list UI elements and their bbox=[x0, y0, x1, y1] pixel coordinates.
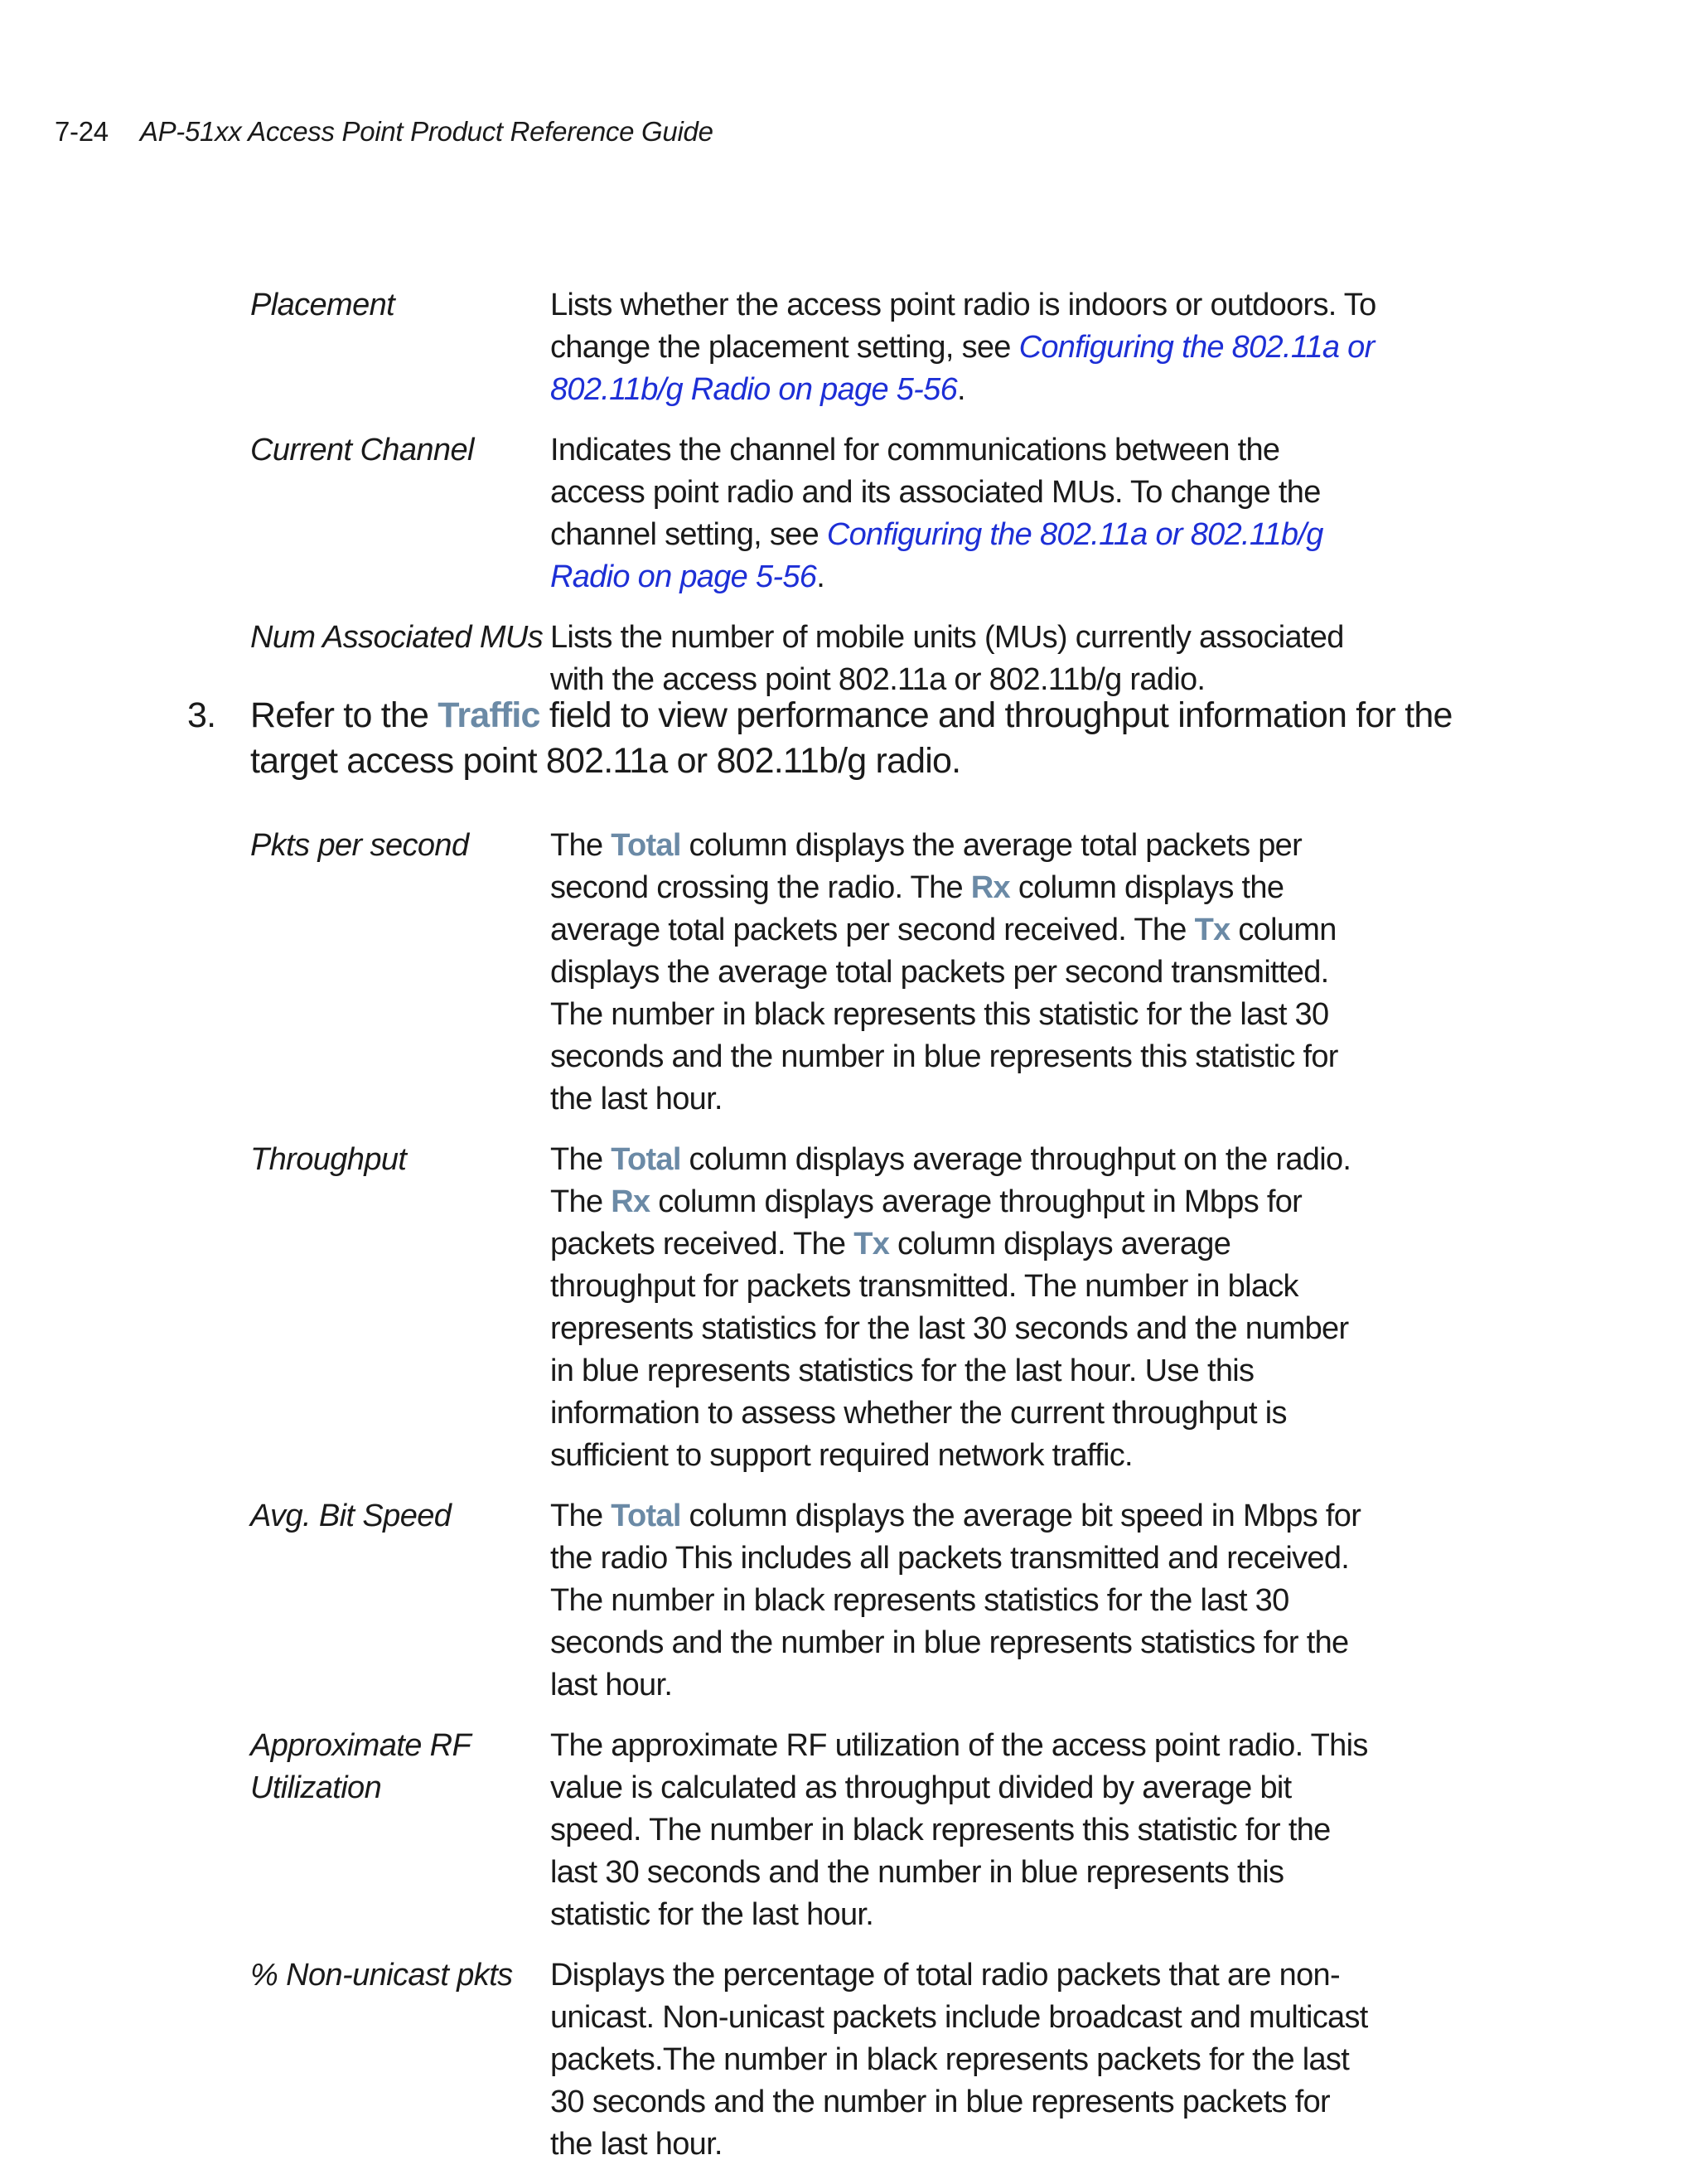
field-term: Pkts per second bbox=[250, 828, 469, 863]
field-description bbox=[550, 1139, 1379, 1477]
desc-text: column displays the average total packets per second transmitted. The number in black represents this statistic for the last 30 seconds and the number in blue represents this statistic for the last hour. bbox=[550, 913, 1338, 1116]
page-header bbox=[55, 116, 713, 148]
rx-keyword: Rx bbox=[970, 870, 1010, 905]
tx-keyword: Tx bbox=[853, 1227, 890, 1261]
desc-text: column displays the average total packets per second received. The bbox=[550, 870, 1284, 947]
field-approximate-rf-utilization bbox=[250, 1725, 1385, 1936]
field-num-associated-mus bbox=[250, 617, 1385, 701]
field-term: Placement bbox=[250, 288, 395, 322]
desc-text: . bbox=[816, 559, 825, 594]
field-throughput bbox=[250, 1139, 1385, 1477]
desc-text: column displays the average bit speed in Mbps for the radio This includes all packets transmitted and received. The number in black represents statistics for the last 30 seconds and the number in blue represents statistics for the last hour. bbox=[550, 1499, 1361, 1702]
desc-text: column displays average throughput in Mbps for packets received. The bbox=[550, 1184, 1303, 1261]
desc-text: column displays the average total packets per second crossing the radio. The bbox=[550, 828, 1303, 905]
traffic-keyword: Traffic bbox=[438, 695, 540, 735]
field-term: % Non-unicast pkts bbox=[250, 1958, 513, 1993]
rx-keyword: Rx bbox=[611, 1184, 650, 1219]
field-pkts-per-second bbox=[250, 825, 1385, 1121]
desc-text: column displays average throughput for packets transmitted. The number in black represents statistics for the last 30 seconds and the number in blue represents statistics for the last hour. Use this information to assess whether the current throughput is sufficient to support required network traffic. bbox=[550, 1227, 1349, 1473]
guide-title: AP-51xx Access Point Product Reference Guide bbox=[139, 116, 713, 147]
field-placement bbox=[250, 284, 1385, 411]
desc-text: Lists whether the access point radio is indoors or outdoors. To change the placement setting, see bbox=[550, 288, 1376, 365]
desc-text: The bbox=[550, 1142, 612, 1177]
field-description: Displays the percentage of total radio packets that are non-unicast. Non-unicast packets include broadcast and multicast packets.The number in black represents packets for the last 30 seconds and the number in blue represents packets for the last hour. bbox=[550, 1958, 1368, 2162]
field-avg-bit-speed bbox=[250, 1495, 1385, 1707]
field-description bbox=[550, 1495, 1379, 1707]
total-keyword: Total bbox=[611, 1142, 681, 1177]
step-3 bbox=[187, 693, 1513, 784]
radio-config-link[interactable]: Configuring the 802.11a or 802.11b/g Radio on page 5-56 bbox=[550, 517, 1323, 594]
field-description: Lists the number of mobile units (MUs) currently associated with the access point 802.11a or 802.11b/g radio. bbox=[550, 620, 1344, 697]
step-text bbox=[250, 693, 1510, 784]
field-description: The approximate RF utilization of the access point radio. This value is calculated as throughput divided by average bit speed. The number in black represents this statistic for the last 30 seconds and the number in blue represents this statistic for the last hour. bbox=[550, 1728, 1368, 1932]
desc-text: The bbox=[550, 1499, 612, 1533]
traffic-fields-list bbox=[250, 825, 1385, 2184]
tx-keyword: Tx bbox=[1194, 913, 1230, 947]
desc-text: Indicates the channel for communications between the access point radio and its associated MUs. To change the channel setting, see bbox=[550, 433, 1321, 552]
field-term: Approximate RF Utilization bbox=[250, 1728, 471, 1805]
field-term: Num Associated MUs bbox=[250, 620, 544, 655]
field-description bbox=[550, 429, 1379, 598]
field-current-channel bbox=[250, 429, 1385, 598]
page-number: 7-24 bbox=[55, 116, 109, 147]
total-keyword: Total bbox=[611, 828, 681, 863]
total-keyword: Total bbox=[611, 1499, 681, 1533]
field-description bbox=[550, 284, 1379, 411]
desc-text: The bbox=[550, 828, 612, 863]
radio-fields-list bbox=[250, 284, 1385, 719]
desc-text: . bbox=[957, 372, 965, 407]
step-text-part: Refer to the bbox=[250, 695, 438, 735]
field-non-unicast-pkts bbox=[250, 1954, 1385, 2166]
step-text-part: field to view performance and throughput information for the target access point 802.11a or 802.11b/g radio. bbox=[250, 695, 1453, 781]
field-description bbox=[550, 825, 1379, 1121]
radio-config-link[interactable]: Configuring the 802.11a or 802.11b/g Radio on page 5-56 bbox=[550, 330, 1375, 407]
field-term: Current Channel bbox=[250, 433, 474, 467]
field-term: Throughput bbox=[250, 1142, 407, 1177]
desc-text: column displays average throughput on the radio. The bbox=[550, 1142, 1351, 1219]
step-number: 3. bbox=[187, 695, 216, 735]
field-term: Avg. Bit Speed bbox=[250, 1499, 452, 1533]
